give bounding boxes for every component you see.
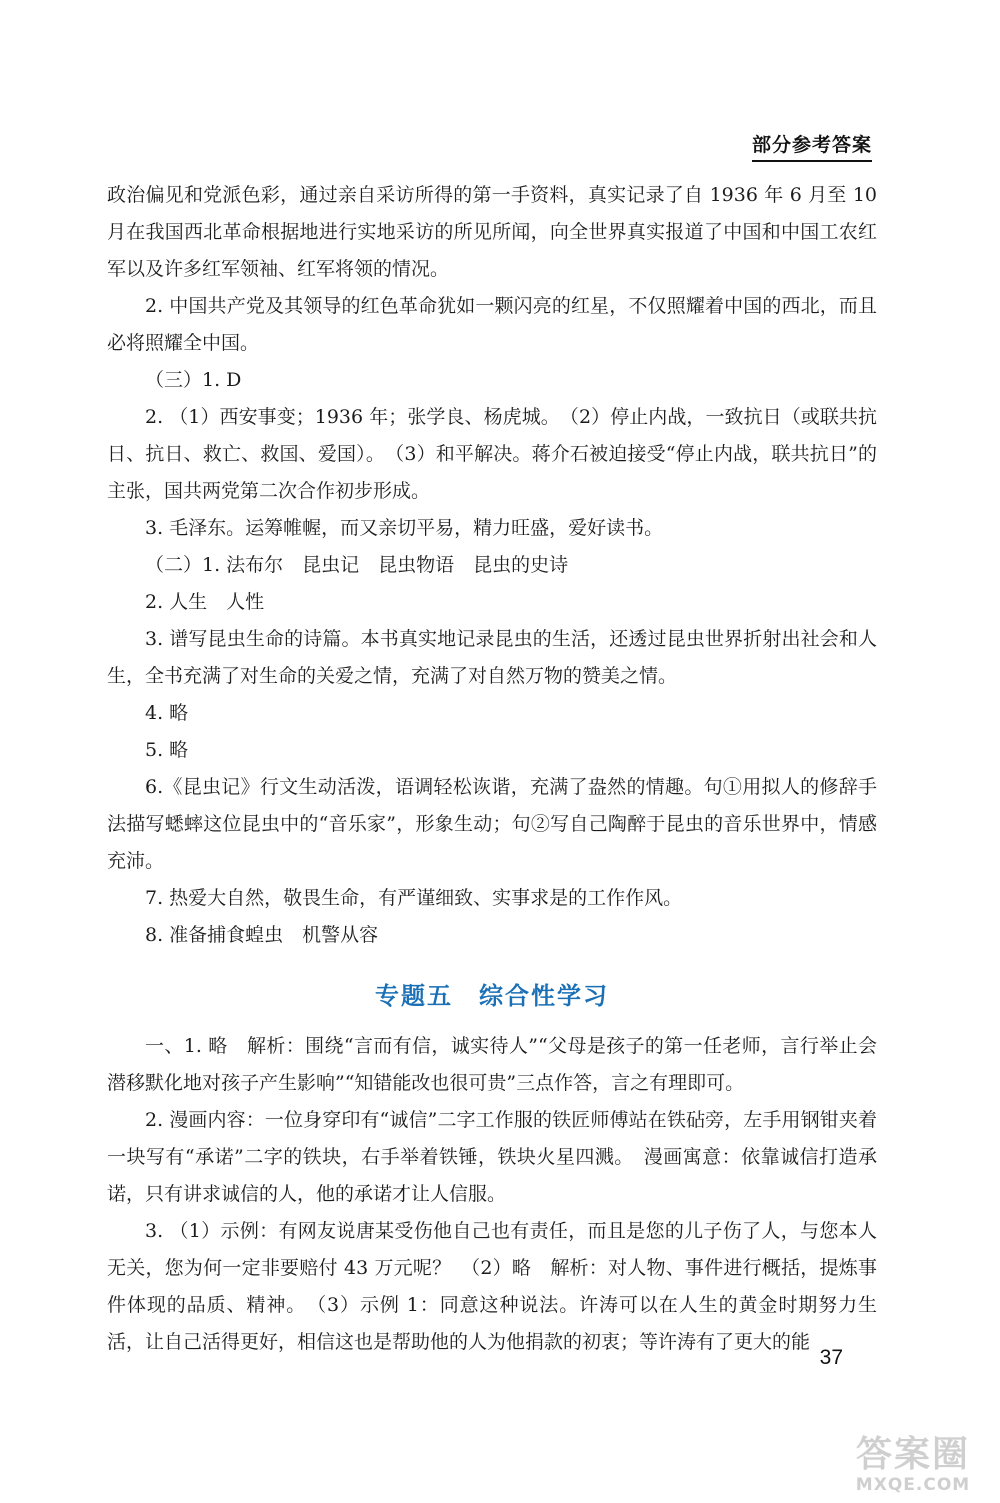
paragraph: 5. 略	[145, 739, 189, 761]
paragraph: 政治偏见和党派色彩，通过亲自采访所得的第一手资料，真实记录了自 1936 年 6 月至 10 月在我国西北革命根据地进行实地采访的所见所闻，向全世界真实报道了中国和中国工农红军以及许多红军领袖、红军将领的情况。	[107, 184, 877, 280]
watermark-logo-text: 答案圈	[855, 1434, 970, 1475]
paragraph: 2. 漫画内容：一位身穿印有“诚信”二字工作服的铁匠师傅站在铁砧旁，左手用钢钳夹着一块写有“承诺”二字的铁块，右手举着铁锤，铁块火星四溅。 漫画寓意：依靠诚信打造承诺，只有讲求诚信的人，他的承诺才让人信服。	[107, 1109, 877, 1205]
page-content	[107, 177, 877, 1361]
paragraph: 2. （1）西安事变；1936 年；张学良、杨虎城。 （2）停止内战，一致抗日（或联共抗日、抗日、救亡、救国、爱国）。 （3）和平解决。蒋介石被迫接受“停止内战，联共抗日”的主张，国共两党第二次合作初步形成。	[107, 406, 877, 502]
paragraph: 2. 中国共产党及其领导的红色革命犹如一颗闪亮的红星，不仅照耀着中国的西北，而且必将照耀全中国。	[107, 295, 877, 354]
paragraph: 3. 毛泽东。运筹帷幄，而又亲切平易，精力旺盛，爱好读书。	[145, 517, 664, 539]
page-number: 37	[819, 1346, 843, 1369]
paragraph: （三）1. D	[145, 369, 242, 391]
paragraph: 8. 准备捕食蝗虫 机警从容	[145, 924, 379, 946]
watermark-logo	[838, 1435, 988, 1495]
paragraph: 4. 略	[145, 702, 189, 724]
paragraph: 2. 人生 人性	[145, 591, 265, 613]
paragraph: （二）1. 法布尔 昆虫记 昆虫物语 昆虫的史诗	[145, 554, 569, 576]
paragraph: 6.《昆虫记》行文生动活泼，语调轻松诙谐，充满了盎然的情趣。句①用拟人的修辞手法描写蟋蟀这位昆虫中的“音乐家”，形象生动；句②写自己陶醉于昆虫的音乐世界中，情感充沛。	[107, 776, 877, 872]
paragraph: 一、1. 略 解析：围绕“言而有信，诚实待人”“父母是孩子的第一任老师，言行举止会潜移默化地对孩子产生影响”“知错能改也很可贵”三点作答，言之有理即可。	[107, 1035, 877, 1094]
section-tag: 部分参考答案	[752, 130, 872, 162]
paragraph: 3. （1）示例：有网友说唐某受伤他自己也有责任，而且是您的儿子伤了人，与您本人无关，您为何一定非要赔付 43 万元呢？ （2）略 解析：对人物、事件进行概括，提炼事件体现的品质、精神。 （3）示例 1：同意这种说法。许涛可以在人生的黄金时期努力生活，让自己活得更好，相信这也是帮助他的人为他捐款的初衷；等许涛有了更大的能	[107, 1220, 877, 1353]
paragraph: 3. 谱写昆虫生命的诗篇。本书真实地记录昆虫的生活，还透过昆虫世界折射出社会和人生，全书充满了对生命的关爱之情，充满了对自然万物的赞美之情。	[107, 628, 877, 687]
paragraph: 7. 热爱大自然，敬畏生命，有严谨细致、实事求是的工作作风。	[145, 887, 683, 909]
section-heading: 专题五 综合性学习	[375, 982, 609, 1010]
watermark-domain: MXQE.COM	[855, 1475, 971, 1495]
